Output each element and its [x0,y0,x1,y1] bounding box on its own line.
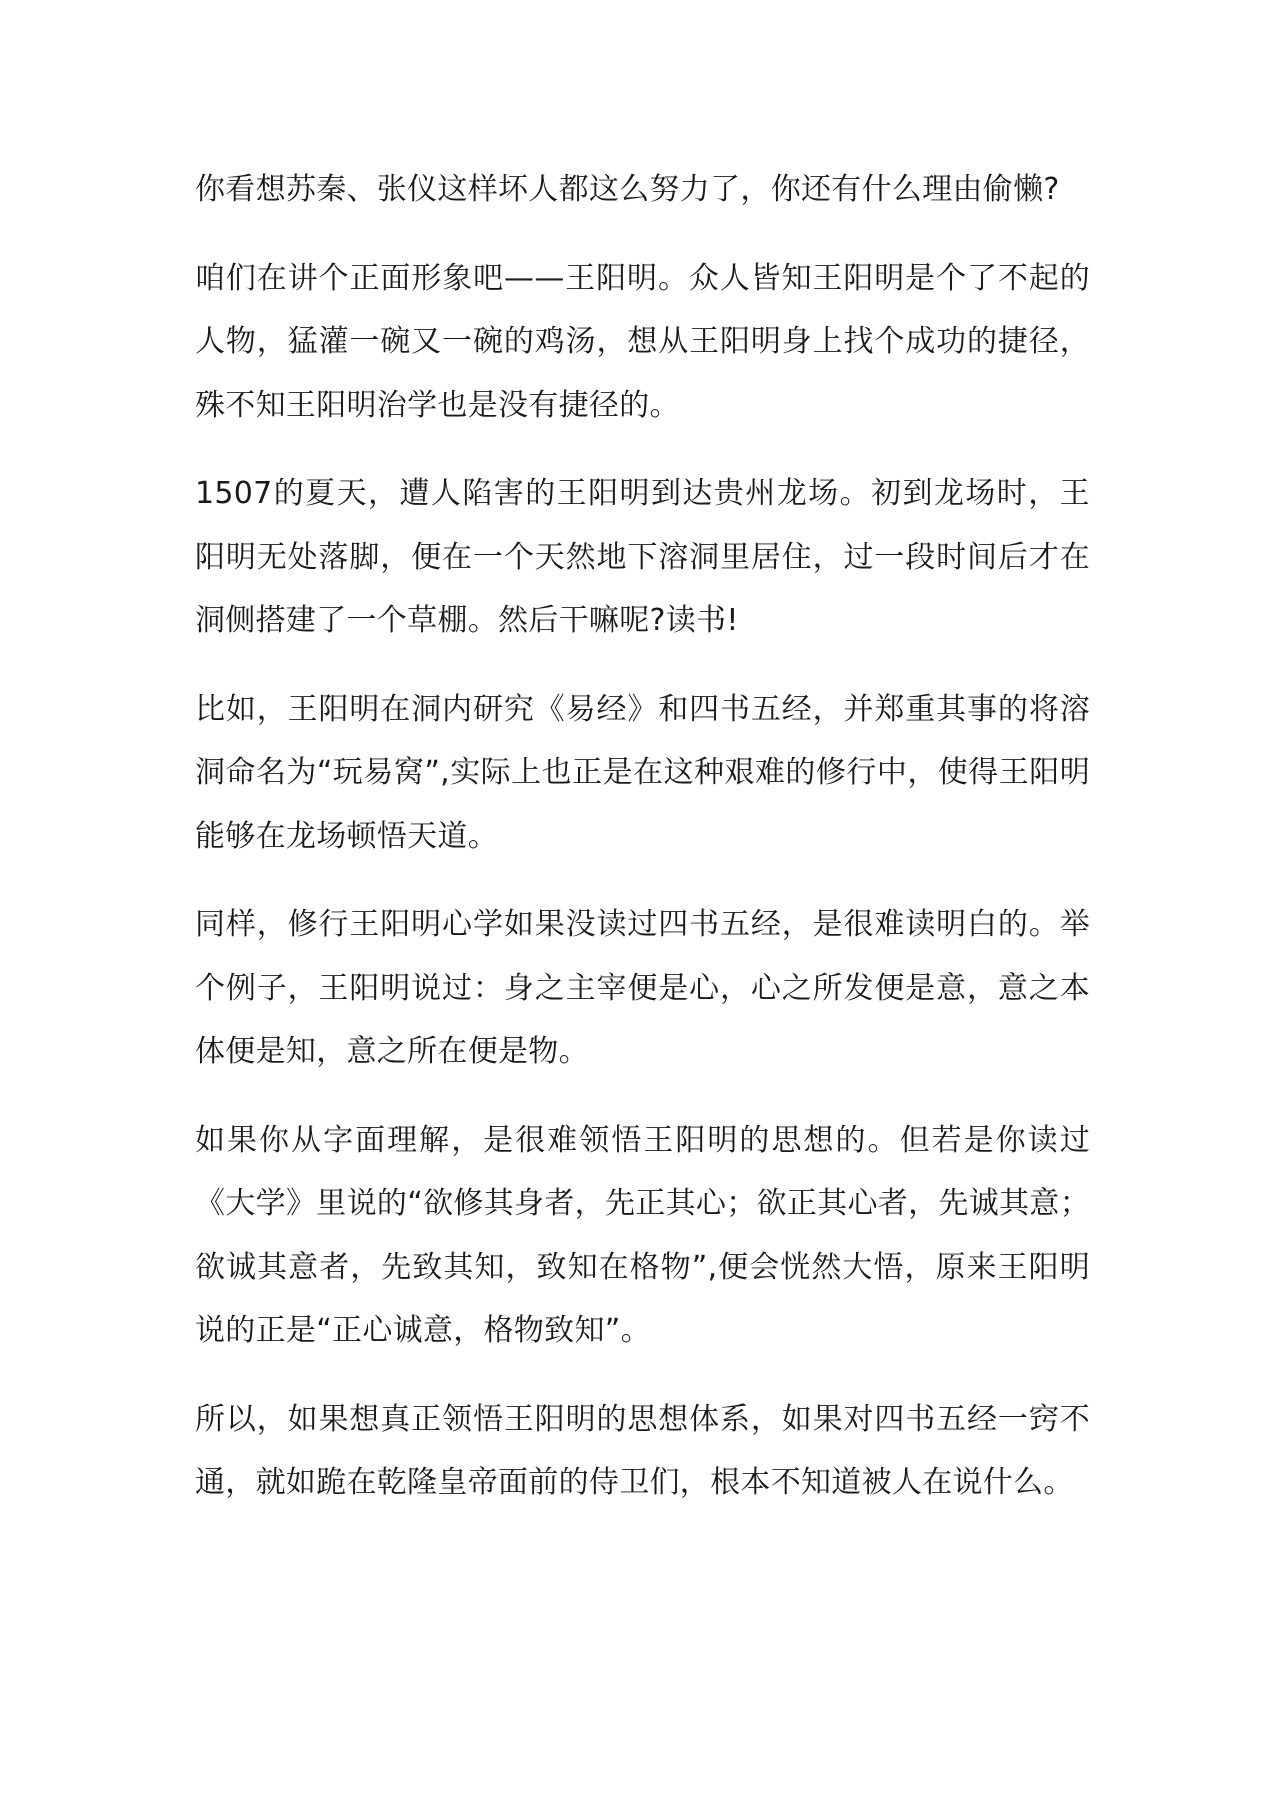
paragraph-7: 所以，如果想真正领悟王阳明的思想体系，如果对四书五经一窍不通，就如跪在乾隆皇帝面前的侍卫们，根本不知道被人在说什么。 [195,1401,1090,1500]
paragraph-1: 你看想苏秦、张仪这样坏人都这么努力了，你还有什么理由偷懒? [195,172,1060,207]
paragraph-5: 同样，修行王阳明心学如果没读过四书五经，是很难读明白的。举个例子，王阳明说过：身之主宰便是心，心之所发便是意，意之本体便是知，意之所在便是物。 [195,907,1090,1069]
paragraph-4: 比如，王阳明在洞内研究《易经》和四书五经，并郑重其事的将溶洞命名为“玩易窝”,实际上也正是在这种艰难的修行中，使得王阳明能够在龙场顿悟天道。 [195,691,1090,854]
paragraph-2: 咱们在讲个正面形象吧——王阳明。众人皆知王阳明是个了不起的人物，猛灌一碗又一碗的鸡汤，想从王阳明身上找个成功的捷径，殊不知王阳明治学也是没有捷径的。 [195,260,1090,423]
paragraph-3: 1507的夏天，遭人陷害的王阳明到达贵州龙场。初到龙场时，王阳明无处落脚，便在一个天然地下溶洞里居住，过一段时间后才在洞侧搭建了一个草棚。然后干嘛呢?读书! [195,476,1090,638]
article-body [195,158,1090,1515]
paragraph-6: 如果你从字面理解，是很难领悟王阳明的思想的。但若是你读过《大学》里说的“欲修其身者，先正其心；欲正其心者，先诚其意；欲诚其意者，先致其知，致知在格物”,便会恍然大悟，原来王阳明说的正是“正心诚意，格物致知”。 [195,1122,1090,1348]
